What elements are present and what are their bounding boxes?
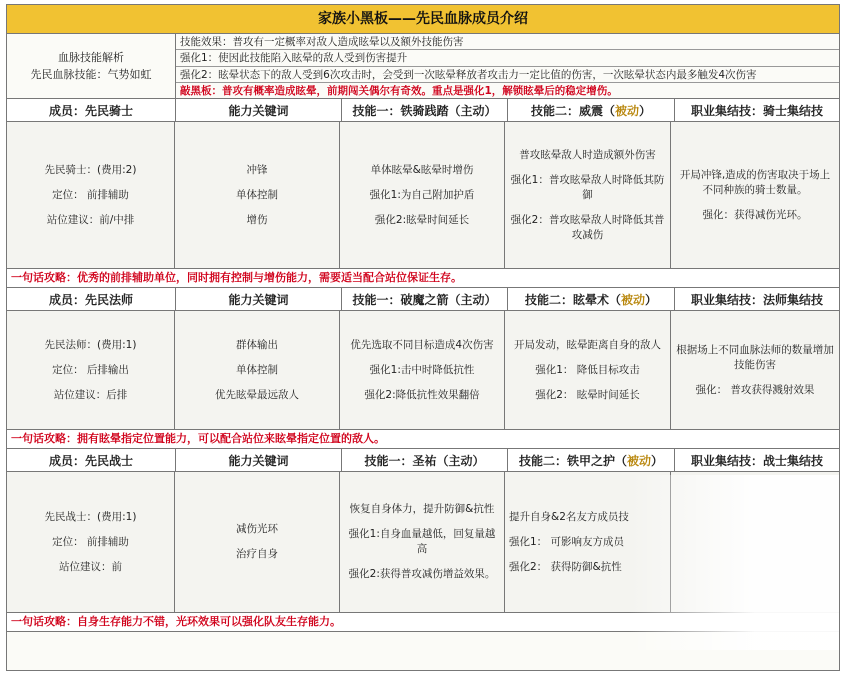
combo-line: 强化： 普攻获得溅射效果 (695, 383, 815, 396)
keywords-header: 能力关键词 (176, 449, 342, 471)
strategy-tip-warrior (7, 613, 839, 632)
keywords-header: 能力关键词 (176, 288, 342, 310)
skill2-details (505, 122, 671, 268)
skill-line: 强化1:自身血量越低，回复量越高 (348, 528, 496, 555)
member-header: 成员：先民法师 (7, 288, 176, 310)
keyword: 增伤 (246, 213, 268, 226)
strengthen-1: 强化1：使因此技能陷入眩晕的敌人受到伤害提升 (176, 50, 839, 66)
tip-text: 优秀的前排辅助单位，同时拥有控制与增伤能力，需要适当配合站位保证生存。 (77, 271, 462, 284)
keyword: 治疗自身 (236, 548, 278, 560)
member-position: 站位建议：前/中排 (46, 213, 135, 226)
member-info (7, 122, 175, 268)
skill2-details (505, 472, 671, 612)
skill-line: 恢复自身体力，提升防御&抗性 (349, 503, 495, 515)
combo-details (671, 122, 839, 268)
passive-tag: 被动 (620, 292, 645, 307)
keyword: 冲锋 (246, 163, 268, 176)
passive-tag: 被动 (614, 103, 639, 118)
member-role: 定位： 前排辅助 (52, 535, 129, 548)
skill-line: 提升自身&2名友方成员技 (509, 510, 629, 523)
skill1-header: 技能一：铁骑践踏（主动） (342, 99, 508, 121)
combo-header: 职业集结技：法师集结技 (690, 292, 823, 307)
member-role: 定位： 前排辅助 (52, 188, 129, 201)
member-cost: 先民法师：(费用:1) (44, 338, 137, 351)
skill-line: 强化2： 获得防御&抗性 (509, 560, 622, 573)
skill2-suffix: ） (645, 292, 658, 307)
member-info (7, 311, 175, 429)
skill2-header (508, 449, 675, 471)
keyword-list (175, 472, 340, 612)
member-role: 定位： 后排输出 (52, 363, 129, 376)
skill-line: 强化2:降低抗性效果翻倍 (364, 388, 480, 401)
info-sheet (6, 4, 840, 671)
skill2-prefix: 技能二：威震（ (530, 103, 615, 118)
skill-line: 强化2：普攻眩晕敌人时降低其普攻减伤 (510, 213, 665, 241)
keyword-list (175, 122, 340, 268)
intro-details (176, 34, 839, 98)
section-body-mage (7, 311, 839, 430)
sheet-title: 家族小黑板——先民血脉成员介绍 (7, 5, 839, 34)
member-cost: 先民战士：(费用:1) (44, 510, 137, 523)
skill-line: 单体眩晕&眩晕时增伤 (370, 163, 474, 176)
skill2-prefix: 技能二：眩晕术（ (524, 292, 621, 307)
tip-label: 一句话攻略： (11, 271, 77, 284)
combo-header: 职业集结技：骑士集结技 (690, 103, 823, 118)
combo-line: 开局冲锋,造成的伤害取决于场上不同种族的骑士数量。 (679, 168, 831, 196)
skill-line: 开局发动，眩晕距离自身的敌人 (514, 338, 661, 351)
member-header: 成员：先民骑士 (7, 99, 176, 121)
skill2-suffix: ） (651, 453, 664, 468)
strategy-tip-mage (7, 430, 839, 449)
keyword: 单体控制 (236, 363, 278, 376)
section-body-knight (7, 122, 839, 269)
skill-line: 强化2： 眩晕时间延长 (535, 388, 640, 401)
section-header-knight (7, 99, 839, 122)
skill-line: 强化1：普攻眩晕敌人时降低其防御 (510, 173, 665, 201)
member-position: 站位建议：后排 (53, 388, 128, 401)
skill-line: 强化1： 降低目标攻击 (535, 363, 640, 376)
skill1-details (340, 472, 505, 612)
skill1-header: 技能一：破魔之箭（主动） (342, 288, 508, 310)
skill-line: 强化2:眩晕时间延长 (374, 213, 470, 226)
skill1-header: 技能一：圣祐（主动） (342, 449, 508, 471)
tip-text: 自身生存能力不错，光环效果可以强化队友生存能力。 (77, 615, 341, 628)
skill-line: 强化1:击中时降低抗性 (369, 363, 475, 376)
keyword-list (175, 311, 340, 429)
combo-line: 根据场上不同血脉法师的数量增加技能伤害 (676, 343, 834, 371)
keyword: 群体输出 (236, 338, 278, 351)
tip-label: 一句话攻略： (11, 615, 77, 628)
keyword: 优先眩晕最远敌人 (215, 388, 299, 401)
section-header-warrior (7, 449, 839, 472)
tip-label: 一句话攻略： (11, 432, 77, 445)
intro-label-line2: 先民血脉技能：气势如虹 (30, 68, 152, 81)
section-header-mage (7, 288, 839, 311)
skill-line: 普攻眩晕敌人时造成额外伤害 (519, 148, 656, 161)
keyword: 单体控制 (236, 188, 278, 201)
key-note: 敲黑板：普攻有概率造成眩晕，前期闯关偶尔有奇效。重点是强化1，解锁眩晕后的稳定增伤。 (180, 84, 618, 97)
intro-label-line1: 血脉技能解析 (58, 51, 124, 64)
combo-details (671, 311, 839, 429)
passive-tag: 被动 (626, 453, 651, 468)
combo-line: 强化：获得减伤光环。 (702, 208, 808, 221)
combo-details (671, 472, 839, 612)
member-position: 站位建议：前 (59, 560, 122, 573)
keywords-header: 能力关键词 (176, 99, 342, 121)
member-info (7, 472, 175, 612)
tip-text: 拥有眩晕指定位置能力，可以配合站位来眩晕指定位置的敌人。 (77, 432, 385, 445)
member-header: 成员：先民战士 (7, 449, 176, 471)
skill2-prefix: 技能二：铁甲之护（ (518, 453, 627, 468)
member-cost: 先民骑士：(费用:2) (44, 163, 137, 176)
combo-header: 职业集结技：战士集结技 (690, 453, 823, 468)
skill-effect: 技能效果：普攻有一定概率对敌人造成眩晕以及额外技能伤害 (176, 34, 839, 50)
strengthen-2: 强化2：眩晕状态下的敌人受到6次攻击时，会受到一次眩晕释放者攻击力一定比值的伤害，一次眩晕状态内最多触发4次伤害 (176, 67, 839, 83)
section-body-warrior (7, 472, 839, 613)
skill-line: 强化2:获得普攻减伤增益效果。 (348, 568, 496, 580)
skill1-details (340, 311, 505, 429)
skill2-header (508, 288, 675, 310)
keyword: 减伤光环 (236, 523, 278, 535)
skill-line: 强化1:为自己附加护盾 (369, 188, 475, 201)
skill1-details (340, 122, 505, 268)
skill2-details (505, 311, 671, 429)
intro-label (7, 34, 176, 98)
skill-line: 优先选取不同目标造成4次伤害 (350, 338, 494, 351)
skill2-header (508, 99, 675, 121)
strategy-tip-knight (7, 269, 839, 288)
bloodline-intro (7, 34, 839, 99)
skill2-suffix: ） (639, 103, 652, 118)
skill-line: 强化1： 可影响友方成员 (509, 535, 625, 548)
